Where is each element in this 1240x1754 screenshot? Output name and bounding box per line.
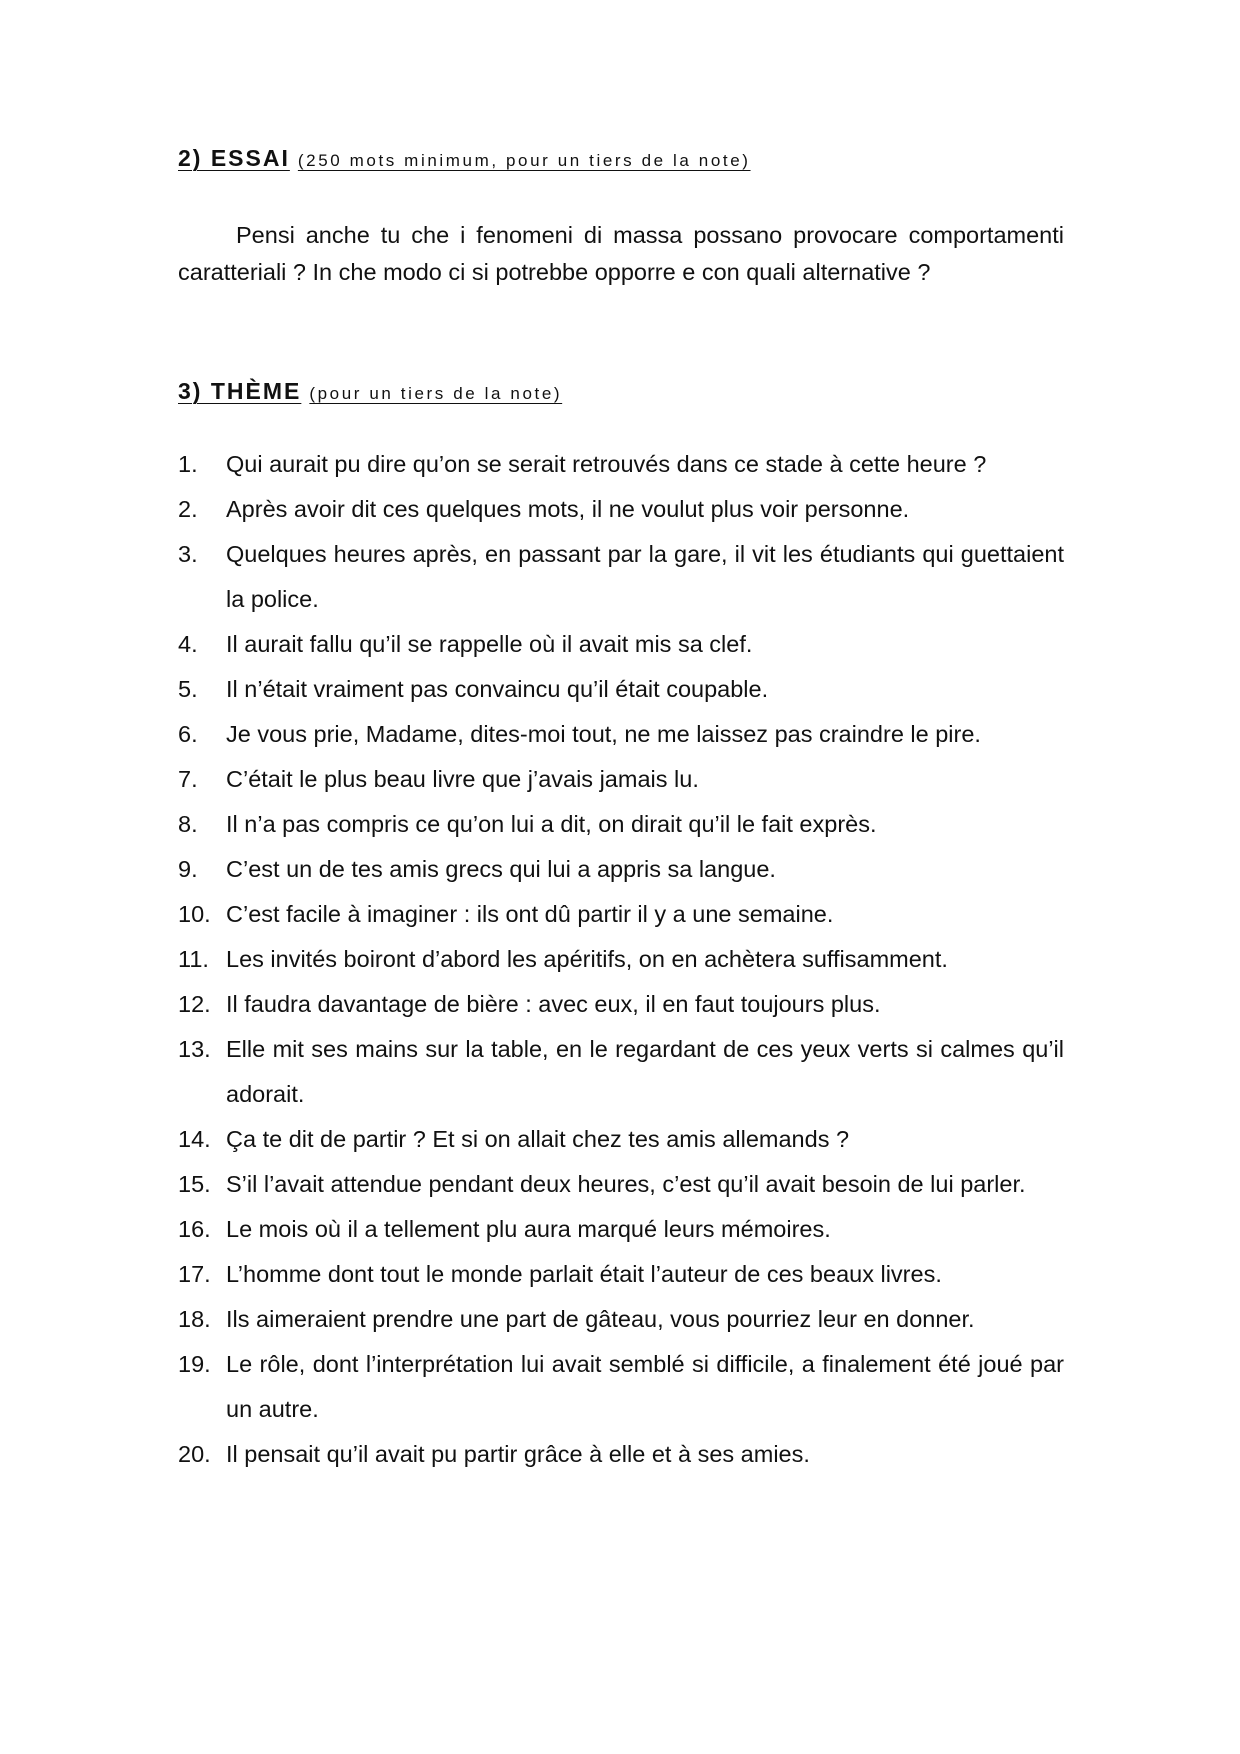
list-item [178,622,1064,667]
list-item [178,847,1064,892]
list-item-number: 6. [178,721,198,747]
list-item-text: C’était le plus beau livre que j’avais jamais lu. [226,766,699,792]
list-item [178,442,1064,487]
list-item [178,1297,1064,1342]
list-item [178,892,1064,937]
list-item [178,1162,1064,1207]
list-item-number: 18. [178,1306,211,1332]
theme-sentence-list [178,442,1064,1477]
list-item [178,532,1064,622]
list-item [178,1117,1064,1162]
list-item [178,982,1064,1027]
list-item-text: Après avoir dit ces quelques mots, il ne voulut plus voir personne. [226,496,910,522]
list-item [178,1207,1064,1252]
list-item-number: 17. [178,1261,211,1287]
essay-heading-subtitle: (250 mots minimum, pour un tiers de la note) [297,151,751,170]
list-item-text: C’est facile à imaginer : ils ont dû partir il y a une semaine. [226,901,834,927]
list-item-text: Il faudra davantage de bière : avec eux, il en faut toujours plus. [226,991,881,1017]
list-item [178,667,1064,712]
list-item-number: 10. [178,901,211,927]
list-item-text: Il aurait fallu qu’il se rappelle où il avait mis sa clef. [226,631,753,657]
list-item-number: 5. [178,676,198,702]
list-item-number: 3. [178,541,198,567]
essay-heading-title: 2) ESSAI [178,145,290,171]
list-item-text: Il pensait qu’il avait pu partir grâce à elle et à ses amies. [226,1441,810,1467]
theme-heading [178,378,562,405]
list-item-text: Les invités boiront d’abord les apéritifs, on en achètera suffisamment. [226,946,948,972]
list-item-text: S’il l’avait attendue pendant deux heures, c’est qu’il avait besoin de lui parler. [226,1171,1026,1197]
list-item-text: C’est un de tes amis grecs qui lui a appris sa langue. [226,856,776,882]
list-item-number: 16. [178,1216,211,1242]
list-item-number: 13. [178,1036,211,1062]
list-item-text: Je vous prie, Madame, dites-moi tout, ne me laissez pas craindre le pire. [226,721,981,747]
list-item-text: Le mois où il a tellement plu aura marqué leurs mémoires. [226,1216,831,1242]
list-item-text: Ils aimeraient prendre une part de gâteau, vous pourriez leur en donner. [226,1306,975,1332]
list-item-text: Elle mit ses mains sur la table, en le regardant de ces yeux verts si calmes qu’il adorait. [226,1036,1064,1107]
list-item [178,1252,1064,1297]
theme-heading-subtitle: (pour un tiers de la note) [309,384,563,403]
list-item-number: 8. [178,811,198,837]
list-item-number: 19. [178,1351,211,1377]
list-item-text: Ça te dit de partir ? Et si on allait chez tes amis allemands ? [226,1126,850,1152]
list-item-text: Il n’a pas compris ce qu’on lui a dit, on dirait qu’il le fait exprès. [226,811,877,837]
list-item-number: 11. [178,946,209,972]
list-item-number: 12. [178,991,211,1017]
list-item-number: 15. [178,1171,211,1197]
list-item-number: 7. [178,766,198,792]
theme-heading-title: 3) THÈME [178,378,302,404]
list-item [178,1432,1064,1477]
list-item [178,937,1064,982]
list-item [178,802,1064,847]
list-item-text: Il n’était vraiment pas convaincu qu’il était coupable. [226,676,769,702]
list-item [178,1342,1064,1432]
list-item-number: 2. [178,496,198,522]
list-item [178,712,1064,757]
list-item [178,487,1064,532]
essay-prompt: Pensi anche tu che i fenomeni di massa possano provocare comportamenti caratteriali ? In che modo ci si potrebbe opporre e con quali alternative ? [178,222,1064,285]
list-item-number: 20. [178,1441,211,1467]
list-item-number: 4. [178,631,198,657]
essay-heading [178,145,751,172]
list-item-number: 14. [178,1126,211,1152]
list-item-text: L’homme dont tout le monde parlait était l’auteur de ces beaux livres. [226,1261,942,1287]
list-item-text: Qui aurait pu dire qu’on se serait retrouvés dans ce stade à cette heure ? [226,451,987,477]
list-item-number: 9. [178,856,198,882]
list-item [178,757,1064,802]
list-item-text: Le rôle, dont l’interprétation lui avait semblé si difficile, a finalement été joué par un autre. [226,1351,1064,1422]
list-item-text: Quelques heures après, en passant par la gare, il vit les étudiants qui guettaient la police. [226,541,1064,612]
list-item-number: 1. [178,451,198,477]
list-item [178,1027,1064,1117]
